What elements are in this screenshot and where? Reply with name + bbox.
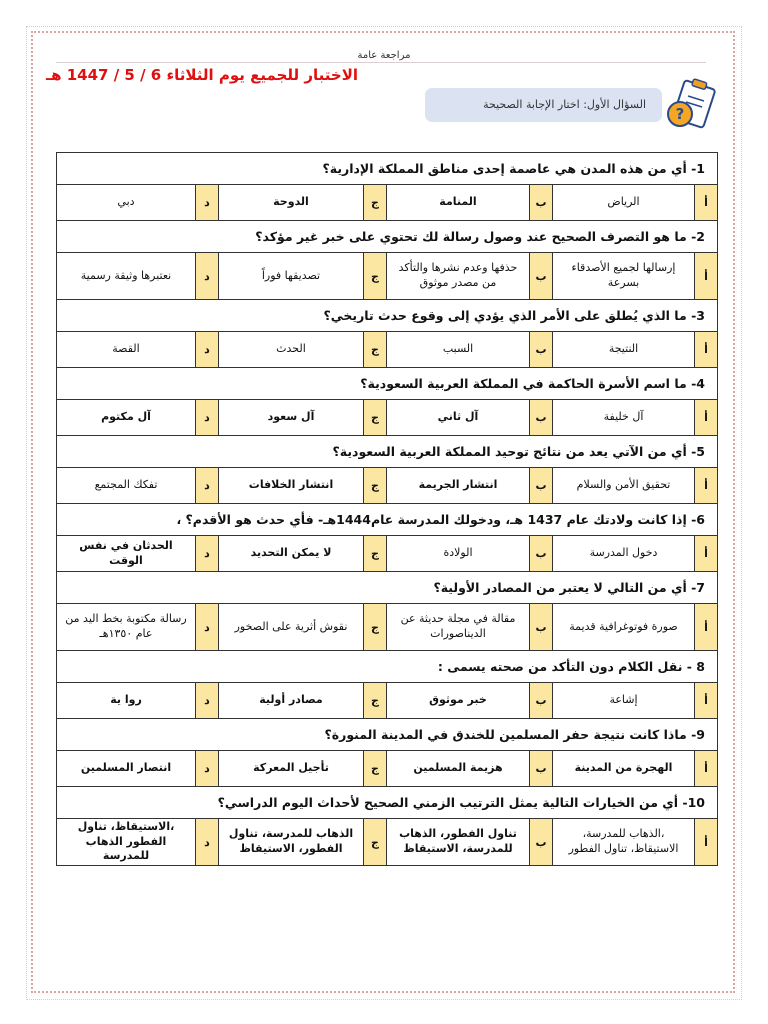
- options-row: [57, 400, 718, 436]
- option-answer[interactable]: السبب: [387, 332, 530, 368]
- question-text: 1- أي من هذه المدن هي عاصمة إحدى مناطق المملكة الإدارية؟: [57, 153, 718, 185]
- question-text: 8 - نقل الكلام دون التأكد من صحته يسمى :: [57, 651, 718, 683]
- question-text: 2- ما هو التصرف الصحيح عند وصول رسالة لك تحتوي على خبر غير مؤكد؟: [57, 221, 718, 253]
- option-letter: أ: [695, 604, 718, 651]
- question-row: [57, 572, 718, 604]
- option-answer[interactable]: تصديقها فوراً: [219, 253, 364, 300]
- options-row: [57, 536, 718, 572]
- option-answer[interactable]: دبي: [57, 185, 196, 221]
- section-heading: السؤال الأول: اختار الإجابة الصحيحة: [425, 88, 662, 122]
- option-letter: أ: [695, 819, 718, 866]
- option-answer[interactable]: القصة: [57, 332, 196, 368]
- option-answer[interactable]: الحدث: [219, 332, 364, 368]
- option-letter: أ: [695, 683, 718, 719]
- option-letter: د: [196, 683, 219, 719]
- question-row: [57, 153, 718, 185]
- option-answer[interactable]: آل خليفة: [553, 400, 695, 436]
- options-row: [57, 185, 718, 221]
- option-answer[interactable]: تناول الفطور، الذهاب للمدرسة، الاستيقاظ: [387, 819, 530, 866]
- option-letter: ب: [530, 604, 553, 651]
- option-letter: د: [196, 185, 219, 221]
- questions-table: [56, 152, 718, 866]
- option-answer[interactable]: تحقيق الأمن والسلام: [553, 468, 695, 504]
- option-answer[interactable]: آل ثاني: [387, 400, 530, 436]
- option-answer[interactable]: الذهاب للمدرسة، تناول الفطور، الاستيقاظ: [219, 819, 364, 866]
- svg-text:?: ?: [675, 105, 685, 123]
- option-answer[interactable]: الحدثان في نفس الوقت: [57, 536, 196, 572]
- option-letter: أ: [695, 185, 718, 221]
- option-answer[interactable]: لا يمكن التحديد: [219, 536, 364, 572]
- option-answer[interactable]: آل مكتوم: [57, 400, 196, 436]
- option-letter: ج: [364, 332, 387, 368]
- option-letter: أ: [695, 751, 718, 787]
- option-answer[interactable]: الرياض: [553, 185, 695, 221]
- option-letter: ج: [364, 185, 387, 221]
- option-answer[interactable]: مقالة في مجلة حديثة عن الديناصورات: [387, 604, 530, 651]
- option-letter: ب: [530, 400, 553, 436]
- option-answer[interactable]: إشاعة: [553, 683, 695, 719]
- option-answer[interactable]: خبر موثوق: [387, 683, 530, 719]
- option-answer[interactable]: نقوش أثرية على الصخور: [219, 604, 364, 651]
- options-row: [57, 604, 718, 651]
- option-letter: ب: [530, 536, 553, 572]
- option-answer[interactable]: الهجرة من المدينة: [553, 751, 695, 787]
- options-row: [57, 819, 718, 866]
- option-answer[interactable]: الدوحة: [219, 185, 364, 221]
- option-letter: د: [196, 604, 219, 651]
- question-row: [57, 436, 718, 468]
- option-letter: أ: [695, 400, 718, 436]
- option-letter: د: [196, 253, 219, 300]
- option-letter: ج: [364, 604, 387, 651]
- option-answer[interactable]: صورة فوتوغرافية قديمة: [553, 604, 695, 651]
- exam-title: الاختبار للجميع يوم الثلاثاء 6 / 5 / 1447 هـ: [45, 66, 358, 84]
- question-row: [57, 221, 718, 253]
- options-row: [57, 751, 718, 787]
- option-answer[interactable]: انتصار المسلمين: [57, 751, 196, 787]
- option-letter: ج: [364, 751, 387, 787]
- option-letter: د: [196, 751, 219, 787]
- option-answer[interactable]: رسالة مكتوبة بخط اليد من عام ١٣٥٠هـ: [57, 604, 196, 651]
- option-letter: أ: [695, 332, 718, 368]
- option-letter: ج: [364, 819, 387, 866]
- option-answer[interactable]: آل سعود: [219, 400, 364, 436]
- option-letter: ب: [530, 819, 553, 866]
- question-text: 3- ما الذي يُطلق على الأمر الذي يؤدي إلى وقوع حدث تاريخي؟: [57, 300, 718, 332]
- options-row: [57, 683, 718, 719]
- option-answer[interactable]: روا ية: [57, 683, 196, 719]
- option-answer[interactable]: حذفها وعدم نشرها والتأكد من مصدر موثوق: [387, 253, 530, 300]
- option-letter: ج: [364, 468, 387, 504]
- option-letter: ب: [530, 332, 553, 368]
- option-letter: أ: [695, 253, 718, 300]
- clipboard-question-icon: [664, 74, 722, 134]
- option-answer[interactable]: ،الاستيقاظ، تناول الفطور الذهاب للمدرسة: [57, 819, 196, 866]
- option-answer[interactable]: هزيمة المسلمين: [387, 751, 530, 787]
- header-divider: [56, 62, 706, 63]
- options-row: [57, 332, 718, 368]
- option-letter: د: [196, 819, 219, 866]
- question-row: [57, 504, 718, 536]
- question-row: [57, 368, 718, 400]
- option-answer[interactable]: ،الذهاب للمدرسة، الاستيقاظ، تناول الفطور: [553, 819, 695, 866]
- option-answer[interactable]: تفكك المجتمع: [57, 468, 196, 504]
- question-row: [57, 787, 718, 819]
- option-letter: ب: [530, 253, 553, 300]
- option-answer[interactable]: انتشار الخلافات: [219, 468, 364, 504]
- option-answer[interactable]: دخول المدرسة: [553, 536, 695, 572]
- option-letter: د: [196, 332, 219, 368]
- option-answer[interactable]: الولادة: [387, 536, 530, 572]
- option-letter: ج: [364, 536, 387, 572]
- option-letter: ب: [530, 468, 553, 504]
- question-text: 10- أي من الخيارات التالية يمثل الترتيب الزمني الصحيح لأحداث اليوم الدراسي؟: [57, 787, 718, 819]
- option-letter: د: [196, 536, 219, 572]
- option-answer[interactable]: نعتبرها وثيقة رسمية: [57, 253, 196, 300]
- option-letter: ج: [364, 400, 387, 436]
- question-text: 4- ما اسم الأسرة الحاكمة في المملكة العربية السعودية؟: [57, 368, 718, 400]
- option-answer[interactable]: النتيجة: [553, 332, 695, 368]
- question-row: [57, 651, 718, 683]
- options-row: [57, 468, 718, 504]
- options-row: [57, 253, 718, 300]
- question-text: 7- أي من التالي لا يعتبر من المصادر الأولية؟: [57, 572, 718, 604]
- option-answer[interactable]: المنامة: [387, 185, 530, 221]
- option-answer[interactable]: مصادر أولية: [219, 683, 364, 719]
- question-text: 9- ماذا كانت نتيجة حفر المسلمين للخندق في المدينة المنورة؟: [57, 719, 718, 751]
- question-row: [57, 300, 718, 332]
- question-text: 5- أي من الآتي يعد من نتائج توحيد المملكة العربية السعودية؟: [57, 436, 718, 468]
- option-letter: ب: [530, 751, 553, 787]
- option-letter: أ: [695, 536, 718, 572]
- option-letter: ج: [364, 253, 387, 300]
- page-subtitle: مراجعة عامة: [357, 50, 411, 61]
- option-letter: ب: [530, 185, 553, 221]
- option-letter: ج: [364, 683, 387, 719]
- option-letter: ب: [530, 683, 553, 719]
- option-letter: د: [196, 468, 219, 504]
- option-answer[interactable]: انتشار الجريمة: [387, 468, 530, 504]
- option-answer[interactable]: تأجيل المعركة: [219, 751, 364, 787]
- question-row: [57, 719, 718, 751]
- option-answer[interactable]: إرسالها لجميع الأصدقاء بسرعة: [553, 253, 695, 300]
- option-letter: د: [196, 400, 219, 436]
- question-text: 6- إذا كانت ولادتك عام 1437 هـ، ودخولك المدرسة عام1444هـ- فأي حدث هو الأقدم؟ ،: [57, 504, 718, 536]
- option-letter: أ: [695, 468, 718, 504]
